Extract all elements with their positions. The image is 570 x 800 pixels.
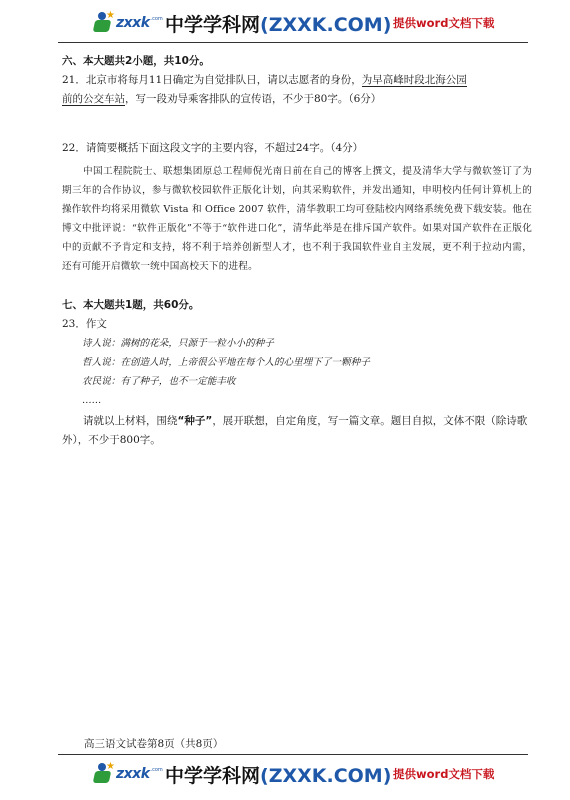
site-title [165, 10, 391, 37]
site-domain: (ZXXK.COM) [260, 14, 392, 36]
q21-suffix: ，写一段劝导乘客排队的宣传语，不少于80字。（6分） [125, 93, 382, 105]
header-divider [58, 42, 528, 43]
material-line-farmer: 农民说：有了种子，也不一定能丰收 [82, 376, 236, 387]
page-number: 高三语文试卷第8页（共8页） [84, 738, 224, 750]
footer-site-domain: (ZXXK.COM) [260, 765, 392, 787]
footer-divider [58, 754, 528, 755]
q23-prompt [62, 412, 532, 450]
q23-prompt-before: 请就以上材料，围绕 [83, 415, 178, 427]
footer-logo-suffix: .com [150, 767, 163, 773]
header-banner [0, 8, 570, 36]
footer-site-title [165, 761, 391, 788]
q23-prompt-after: ，展开联想，自定角度，写一篇文章。题目自拟，文体不限（除诗歌外），不少于800字。 [62, 415, 528, 446]
material-line-philosopher: 哲人说：在创造人时，上帝很公平地在每个人的心里埋下了一颗种子 [82, 357, 370, 368]
question-23-title: 23．作文 [62, 318, 107, 330]
logo-suffix: .com [150, 16, 163, 22]
q21-prefix: 21．北京市将每月11日确定为自觉排队日，请以志愿者的身份， [62, 74, 362, 86]
footer-logo [92, 763, 163, 785]
footer-banner [0, 759, 570, 787]
footer-logo-text: zxxk [116, 766, 150, 782]
question-22: 22．请简要概括下面这段文字的主要内容，不超过24字。（4分） [62, 142, 364, 154]
q23-keyword: “种子” [177, 415, 213, 427]
logo-text: zxxk [116, 15, 150, 31]
section6-heading: 六、本大题共2小题，共10分。 [62, 55, 210, 67]
question-21 [62, 71, 532, 109]
q22-passage: 中国工程院院士、联想集团原总工程师倪光南日前在自己的博客上撰文，提及清华大学与微软签订了为期三年的合作协议，参与微软校园软件正版化计划，向其采购软件，并发出通知，申明校内任何计算机上的操作软件均将采用微软 Vista 和 Office 2007 软件，清华教职工均可登陆校内网络系统免费下载安装。他在博文中批评说：“软件正版化”不等于“软件进口化”，清华此举是在排斥国产软件。如果对国产软件在正版化中的贡献不予肯定和支持，将不利于培养创新型人才，也不利于我国软件业自主发展，更不利于拉动内需，还有可能开启微软一统中国高校天下的进程。 [62, 166, 532, 272]
q21-underline-1: 为早高峰时段北海公园 [361, 74, 467, 86]
site-logo [92, 12, 163, 34]
logo-figure-icon: ★ [92, 12, 114, 34]
material-line-poet: 诗人说：满树的花朵，只源于一粒小小的种子 [82, 338, 274, 349]
section7-heading: 七、本大题共1题，共60分。 [62, 299, 200, 311]
header-tagline: 提供word文档下载 [393, 16, 495, 30]
footer-logo-figure-icon: ★ [92, 763, 114, 785]
material-line-ellipsis: …… [82, 395, 102, 406]
exam-content [62, 52, 532, 450]
q21-underline-2: 前的公交车站 [62, 93, 125, 105]
footer-site-name: 中学学科网 [165, 765, 261, 787]
footer-tagline: 提供word文档下载 [393, 767, 495, 781]
site-name: 中学学科网 [165, 14, 261, 36]
